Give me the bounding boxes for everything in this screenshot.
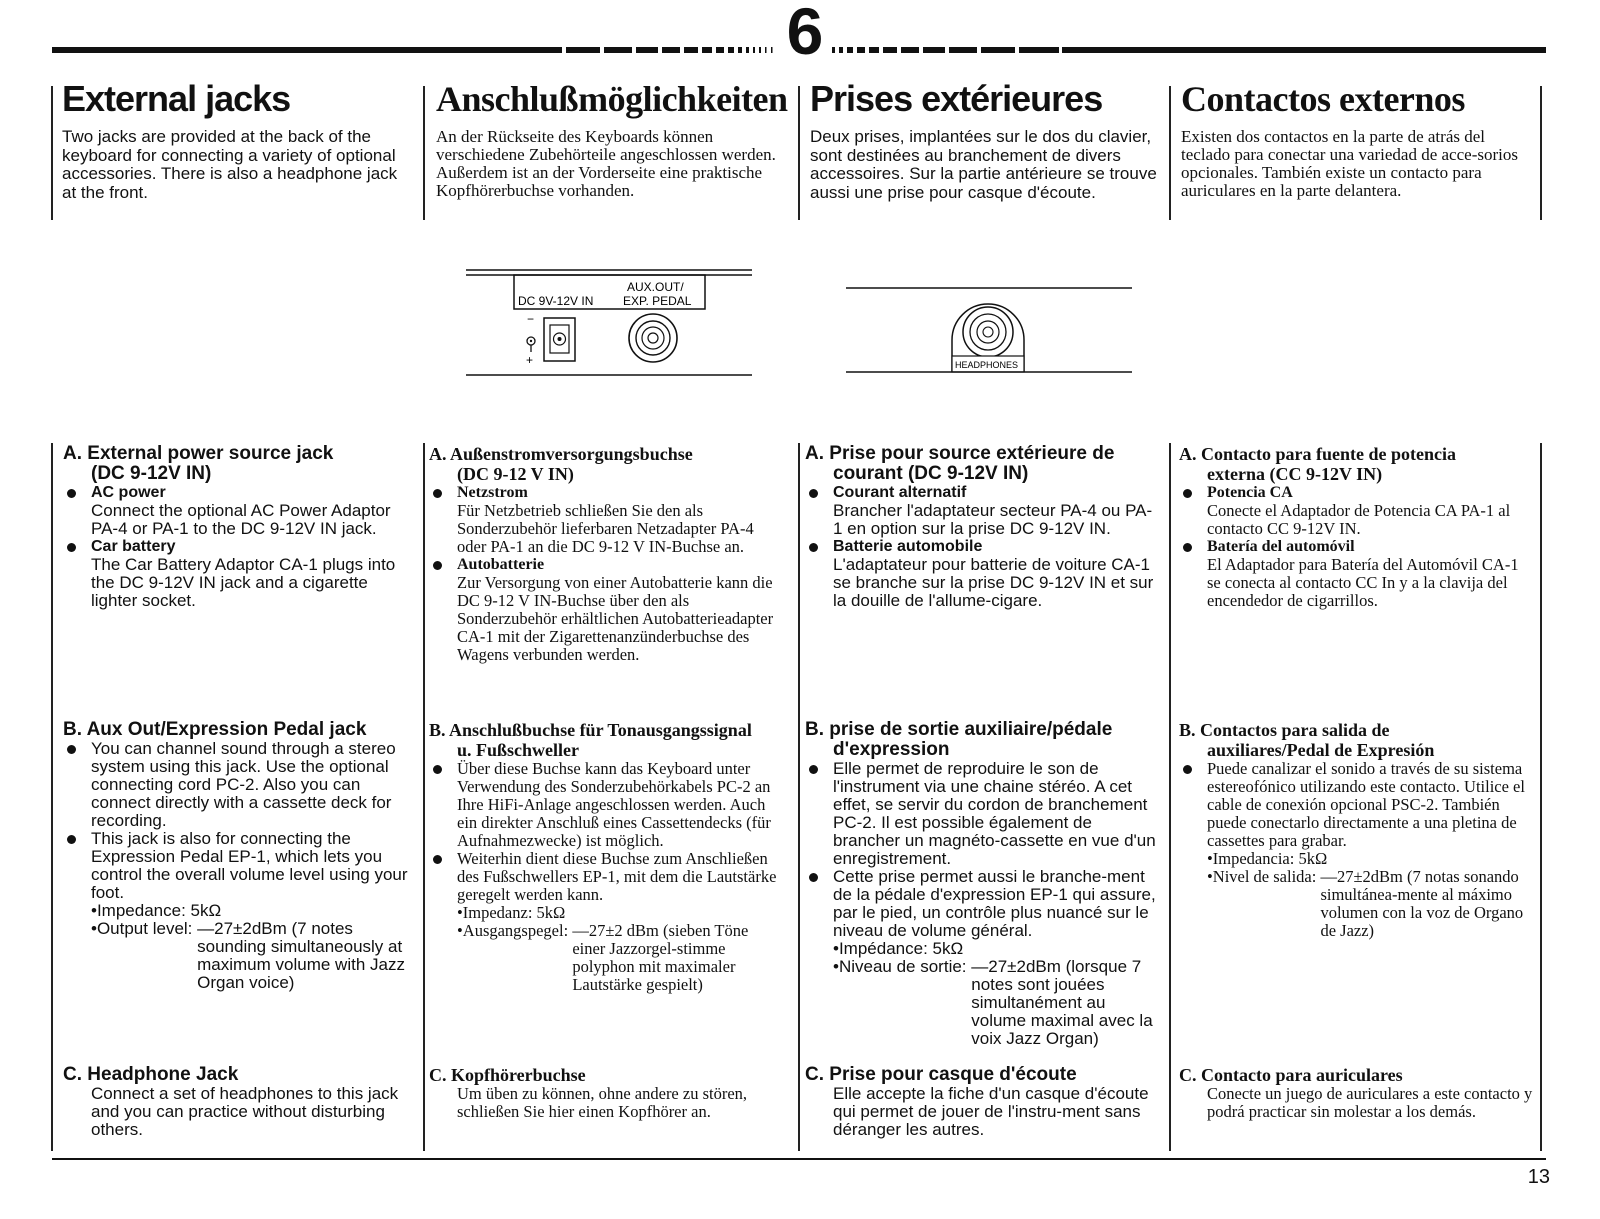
intro-fr: Deux prises, implantées sur le dos du clavier, sont destinées au branchement de divers accessoires. Sur la partie antérieure se trouve aussi une prise pour casque d'écoute. <box>810 127 1157 202</box>
section-c-text: Um üben zu können, ohne andere zu stören, schließen Sie hier einen Kopfhörer an. <box>457 1084 748 1121</box>
bullet-icon <box>433 561 442 570</box>
polarity-minus: − <box>527 312 535 326</box>
section-a-text: Connect the optional AC Power Adaptor PA-4 or PA-1 to the DC 9-12V IN jack. <box>91 501 391 538</box>
section-c-en <box>63 1065 413 1139</box>
chapter-number: 6 <box>786 0 824 68</box>
page-title-en: External jacks <box>62 78 291 119</box>
bullet-icon <box>809 543 818 552</box>
bullet-icon <box>1183 765 1192 774</box>
spec-impedance: •Impedance: 5kΩ <box>91 901 222 920</box>
section-a-subhead: Batería del automóvil <box>1179 538 1535 556</box>
section-c-title: C. Contacto para auriculares <box>1179 1065 1403 1085</box>
polarity-icon <box>527 337 535 352</box>
section-a-subhead: AC power <box>63 484 413 502</box>
bullet-icon <box>809 489 818 498</box>
column-divider <box>798 86 800 220</box>
column-divider <box>798 443 800 1151</box>
section-b-title: B. Aux Out/Expression Pedal jack <box>63 719 367 740</box>
section-a-title-line2: (DC 9-12 V IN) <box>457 464 574 484</box>
label-headphones: HEADPHONES <box>955 360 1019 370</box>
section-b-es <box>1179 720 1535 940</box>
column-divider <box>1169 443 1171 1151</box>
section-b-bullet: This jack is also for connecting the Expression Pedal EP-1, which lets you control the overall volume level using your foot. <box>63 830 413 902</box>
polarity-plus: + <box>526 353 534 367</box>
section-a-text: Zur Versorgung von einer Autobatterie kann die DC 9-12 V IN-Buchse über den als Sonderzubehör erhältlichen Autobatterieadapter CA-1 mit der Zigarettenanzünderbuchse des Wagens verbunden werden. <box>457 573 774 664</box>
section-a-title <box>805 444 1161 484</box>
col-es-header <box>1181 78 1533 200</box>
column-divider <box>1169 86 1171 220</box>
section-b-title: B. prise de sortie auxiliaire/pédale d'expression <box>805 719 1113 760</box>
section-c-text: Conecte un juego de auriculares a este contacto y podrá practicar sin molestar a los demás. <box>1207 1084 1533 1121</box>
page-number: 13 <box>1527 1166 1550 1188</box>
section-c-text: Elle accepte la fiche d'un casque d'écoute qui permet de jouer de l'instru-ment sans déranger les autres. <box>833 1084 1149 1139</box>
section-b-de <box>429 720 785 994</box>
section-a-fr <box>805 444 1161 610</box>
section-a-text: Für Netzbetrieb schließen Sie den als Sonderzubehör lieferbaren Netzadapter PA-4 oder PA-1 an die DC 9-12 V IN-Buchse an. <box>457 501 754 556</box>
column-divider <box>51 443 53 1151</box>
section-b-bullet: Über diese Buchse kann das Keyboard unter Verwendung des Sonderzubehörkabels PC-2 an Ihre HiFi-Anlage angeschlossen werden. Auch ein direkter Anschluß eines Cassettendecks (für Aufnahmezwecke) ist möglich. <box>429 760 785 850</box>
dc-in-jack-icon <box>544 318 575 361</box>
bullet-icon <box>67 835 76 844</box>
section-b-en <box>63 720 413 992</box>
front-panel-figure <box>844 282 1134 382</box>
section-a-text: The Car Battery Adaptor CA-1 plugs into the DC 9-12V IN jack and a cigarette lighter socket. <box>91 555 396 610</box>
intro-es: Existen dos contactos en la parte de atrás del teclado para conectar una variedad de acce-sorios opcionales. También existe un contacto para auriculares en la parte delantera. <box>1181 127 1518 200</box>
spec-impedance: •Impedancia: 5kΩ <box>1207 849 1328 868</box>
column-divider <box>1540 86 1542 220</box>
page-title-es: Contactos externos <box>1181 79 1465 119</box>
section-a-subhead: Courant alternatif <box>805 484 1161 502</box>
spec-impedance: •Impédance: 5kΩ <box>833 939 964 958</box>
column-divider <box>423 86 425 220</box>
col-fr-header <box>810 78 1162 202</box>
section-a-title <box>63 444 413 484</box>
section-a-de <box>429 444 785 664</box>
section-a-es <box>1179 444 1535 610</box>
section-a-subhead: Netzstrom <box>429 484 785 502</box>
section-a-subhead: Potencia CA <box>1179 484 1535 502</box>
bullet-icon <box>67 543 76 552</box>
bullet-icon <box>433 765 442 774</box>
section-b-bullet: Puede canalizar el sonido a través de su sistema estereofónico utilizando este contacto. Utilice el cable de conexión opcional PSC-2. También puede conectarlo directamente a una pletina de cassettes para grabar. <box>1179 760 1535 850</box>
section-b-bullet: Weiterhin dient diese Buchse zum Anschließen des Fußschwellers EP-1, mit dem die Lautstärke geregelt werden kann. <box>429 850 785 904</box>
intro-de: An der Rückseite des Keyboards können verschiedene Zubehörteile angeschlossen werden. Außerdem ist an der Vorderseite eine praktische Kopfhörerbuchse vorhanden. <box>436 127 776 200</box>
col-en-header <box>62 78 407 202</box>
label-exp-pedal: EXP. PEDAL <box>623 294 692 308</box>
chapter-number-box <box>779 0 831 68</box>
bullet-icon <box>67 489 76 498</box>
section-b-title: B. Contactos para salida de auxiliares/Pedal de Expresión <box>1179 720 1435 760</box>
section-a-title-line1: A. Prise pour source extérieure de <box>805 443 1115 464</box>
section-a-subhead: Batterie automobile <box>805 538 1161 556</box>
section-c-fr <box>805 1065 1161 1139</box>
rear-panel-figure <box>462 267 754 379</box>
section-b-title: B. Anschlußbuchse für Tonausgangssignal u. Fußschweller <box>429 720 752 760</box>
section-b-bullet: Elle permet de reproduire le son de l'instrument via une chaine stéréo. A cet effet, se servir du cordon de branchement PC-2. Il est possible également de brancher un magnéto-cassette en vue d'un enregistrement. <box>805 760 1161 868</box>
bullet-icon <box>433 489 442 498</box>
section-a-text: Brancher l'adaptateur secteur PA-4 ou PA-1 en option sur la prise DC 9-12V IN. <box>833 501 1153 538</box>
label-dc-in: DC 9V-12V IN <box>518 294 594 308</box>
section-c-text: Connect a set of headphones to this jack and you can practice without disturbing others. <box>91 1084 399 1139</box>
bullet-icon <box>809 765 818 774</box>
spec-output-level: •Niveau de sortie: —27±2dBm (lorsque 7 notes sont jouées simultanément au volume maximal avec la voix Jazz Organ) <box>833 957 1153 1048</box>
section-a-subhead: Autobatterie <box>429 556 785 574</box>
section-a-title-line2: (DC 9-12V IN) <box>91 463 212 484</box>
bottom-rule <box>52 1158 1546 1160</box>
section-a-title-line2: courant (DC 9-12V IN) <box>833 463 1029 484</box>
section-c-de <box>429 1065 785 1121</box>
section-a-text: El Adaptador para Batería del Automóvil CA-1 se conecta al contacto CC In y a la clavija del encendedor de cigarrillos. <box>1207 555 1519 610</box>
bullet-icon <box>809 873 818 882</box>
bullet-icon <box>433 855 442 864</box>
section-a-title <box>1179 444 1535 484</box>
intro-en: Two jacks are provided at the back of the keyboard for connecting a variety of optional accessories. There is also a headphone jack at the front. <box>62 127 398 202</box>
section-a-text: L'adaptateur pour batterie de voiture CA-1 se branche sur la prise DC 9-12V IN et sur la douille de l'allume-cigare. <box>833 555 1154 610</box>
page-title-de: Anschlußmöglichkeiten <box>436 79 788 119</box>
bullet-icon <box>67 745 76 754</box>
col-de-header <box>436 78 788 200</box>
spec-impedance: •Impedanz: 5kΩ <box>457 903 566 922</box>
section-c-es <box>1179 1065 1535 1121</box>
spec-output-level: •Nivel de salida: —27±2dBm (7 notas sonando simultánea-mente al máximo volumen con la voz de Organo de Jazz) <box>1207 867 1524 940</box>
section-c-title: C. Headphone Jack <box>63 1064 239 1085</box>
section-b-bullet: You can channel sound through a stereo system using this jack. Use the optional connecting cord PC-2. Also you can connect directly with a cassette deck for recording. <box>63 740 413 830</box>
section-a-title <box>429 444 785 484</box>
spec-output-level: •Output level: —27±2dBm (7 notes sounding simultaneously at maximum volume with Jazz Organ voice) <box>91 919 405 992</box>
section-a-subhead: Car battery <box>63 538 413 556</box>
section-a-title-line1: A. Außenstromversorgungsbuchse <box>429 444 693 464</box>
section-a-title-line1: A. Contacto para fuente de potencia <box>1179 444 1456 464</box>
spec-output-level: •Ausgangspegel: —27±2 dBm (sieben Töne einer Jazzorgel-stimme polyphon mit maximaler Lautstärke gespielt) <box>457 921 749 994</box>
section-a-title-line2: externa (CC 9-12V IN) <box>1207 464 1383 484</box>
column-divider <box>1540 443 1542 1151</box>
aux-out-jack-icon <box>629 314 677 362</box>
bullet-icon <box>1183 489 1192 498</box>
section-b-bullet: Cette prise permet aussi le branche-ment de la pédale d'expression EP-1 qui assure, par le pied, un contrôle plus nuancé sur le niveau de volume général. <box>805 868 1161 940</box>
label-aux-out: AUX.OUT/ <box>627 280 684 294</box>
section-a-en <box>63 444 413 610</box>
page-title-fr: Prises extérieures <box>810 78 1103 119</box>
column-divider <box>51 86 53 220</box>
section-a-title-line1: A. External power source jack <box>63 443 334 464</box>
section-a-text: Conecte el Adaptador de Potencia CA PA-1 al contacto CC 9-12V IN. <box>1207 501 1511 538</box>
section-c-title: C. Kopfhörerbuchse <box>429 1065 586 1085</box>
section-c-title: C. Prise pour casque d'écoute <box>805 1064 1077 1085</box>
section-b-fr <box>805 720 1161 1048</box>
bullet-icon <box>1183 543 1192 552</box>
column-divider <box>423 443 425 1151</box>
